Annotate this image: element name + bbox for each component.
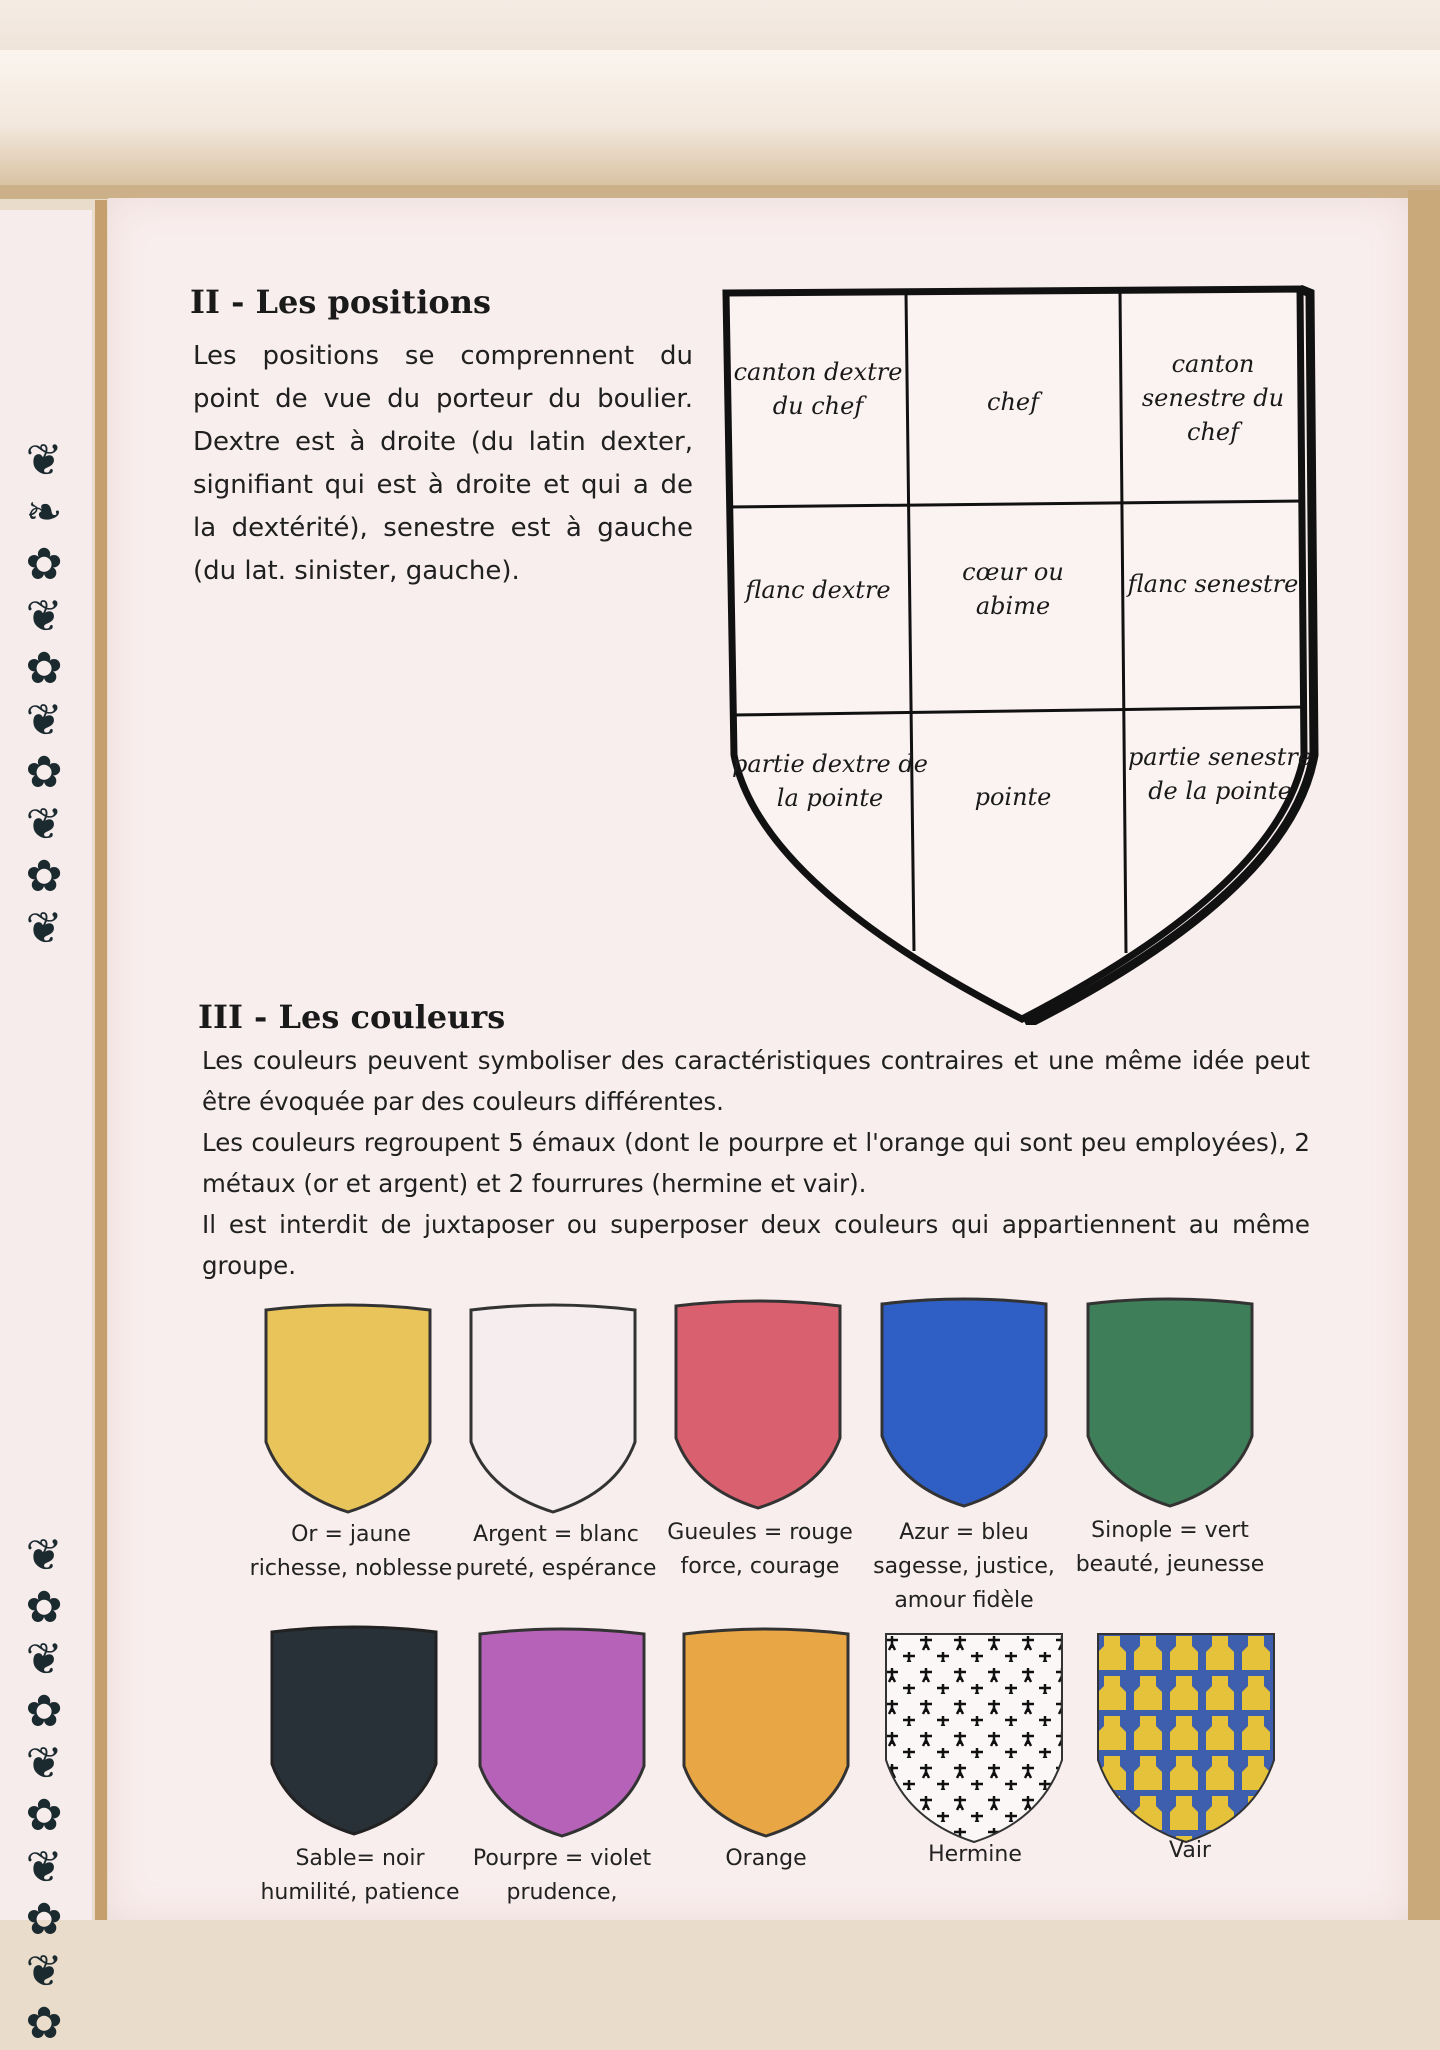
ornament-border-icon: ❦ ❧ ✿ ❦ ✿ ❦ ✿ ❦ ✿ ❦ <box>25 435 63 954</box>
caption-hermine <box>855 1838 1095 1872</box>
shield-vair <box>1094 1630 1266 1844</box>
caption-name: Argent = blanc <box>473 1522 639 1547</box>
frame-right <box>1408 190 1440 1920</box>
caption-name: Pourpre = violet <box>472 1846 652 1871</box>
shield-azur <box>878 1296 1050 1510</box>
shield-gueules <box>672 1298 844 1512</box>
shield-or <box>262 1302 434 1516</box>
shield-pourpre <box>476 1626 648 1840</box>
shield-positions-diagram <box>720 285 1320 1025</box>
caption-meaning: pureté, espérance <box>455 1556 657 1581</box>
cell-coeur: cœur ou abime <box>962 558 1064 620</box>
couleurs-text-p3: Il est interdit de juxtaposer ou superposer deux couleurs qui appartiennent au même groupe. <box>202 1210 1310 1280</box>
shield-sable <box>268 1624 440 1838</box>
caption-name: Azur = bleu <box>899 1520 1029 1545</box>
cell-flanc-dextre: flanc dextre <box>745 576 891 604</box>
shield-hermine <box>882 1630 1054 1844</box>
caption-sinople <box>1050 1514 1290 1582</box>
cell-chef: chef <box>987 388 1039 416</box>
shield-argent <box>467 1302 639 1516</box>
caption-name: Sinople = vert <box>1091 1518 1249 1543</box>
caption-meaning: prudence, <box>506 1880 618 1905</box>
caption-or <box>231 1518 471 1586</box>
caption-orange <box>646 1842 886 1876</box>
caption-meaning-2: amour fidèle <box>894 1588 1034 1613</box>
caption-name: Or = jaune <box>291 1522 411 1547</box>
couleurs-text-p2: Les couleurs regroupent 5 émaux (dont le pourpre et l'orange qui sont peu employées), 2 métaux (or et argent) et 2 fourrures (hermine et vair). <box>202 1128 1310 1198</box>
couleurs-text <box>202 1040 1310 1286</box>
positions-text: Les positions se comprennent du point de vue du porteur du boulier. Dextre est à droite (du latin dexter, signifiant qui est à droite et qui a de la dextérité), senestre est à gauche (du lat. sinister, gauche). <box>193 341 693 586</box>
frame-rail <box>0 185 1440 199</box>
caption-name: Hermine <box>928 1842 1022 1867</box>
caption-name: Gueules = rouge <box>667 1520 853 1545</box>
caption-meaning: force, courage <box>680 1554 840 1579</box>
couleurs-heading: III - Les couleurs <box>198 998 506 1036</box>
cell-partie-dextre: partie dextre de la pointe <box>732 750 928 812</box>
couleurs-text-p1: Les couleurs peuvent symboliser des caractéristiques contraires et une même idée peut être évoquée par des couleurs différentes. <box>202 1046 1310 1116</box>
frame-top <box>0 50 1440 189</box>
cell-flanc-senestre: flanc senestre <box>1127 570 1299 598</box>
cell-canton-dextre: canton dextre du chef <box>733 358 903 420</box>
caption-meaning: beauté, jeunesse <box>1075 1552 1265 1577</box>
caption-meaning: richesse, noblesse <box>249 1556 453 1581</box>
shield-sinople <box>1084 1296 1256 1510</box>
caption-vair <box>1070 1834 1310 1868</box>
ornament-border-icon: ❦ ✿ ❦ ✿ ❦ ✿ ❦ ✿ ❦ ✿ <box>25 1530 63 2049</box>
cell-partie-senestre: partie senestre de la pointe <box>1127 743 1313 805</box>
caption-azur <box>844 1516 1084 1618</box>
caption-name: Vair <box>1169 1838 1211 1863</box>
positions-heading: II - Les positions <box>190 283 491 321</box>
caption-meaning: humilité, patience <box>260 1880 460 1905</box>
caption-name: Sable= noir <box>295 1846 425 1871</box>
poster-border <box>95 200 107 1920</box>
cell-pointe: pointe <box>974 783 1052 811</box>
caption-name: Orange <box>725 1846 807 1871</box>
shield-orange <box>680 1626 852 1840</box>
left-neighbor-panel <box>0 210 92 2049</box>
caption-meaning: sagesse, justice, <box>873 1554 1055 1579</box>
cell-canton-senestre: canton senestre du chef <box>1141 350 1285 446</box>
